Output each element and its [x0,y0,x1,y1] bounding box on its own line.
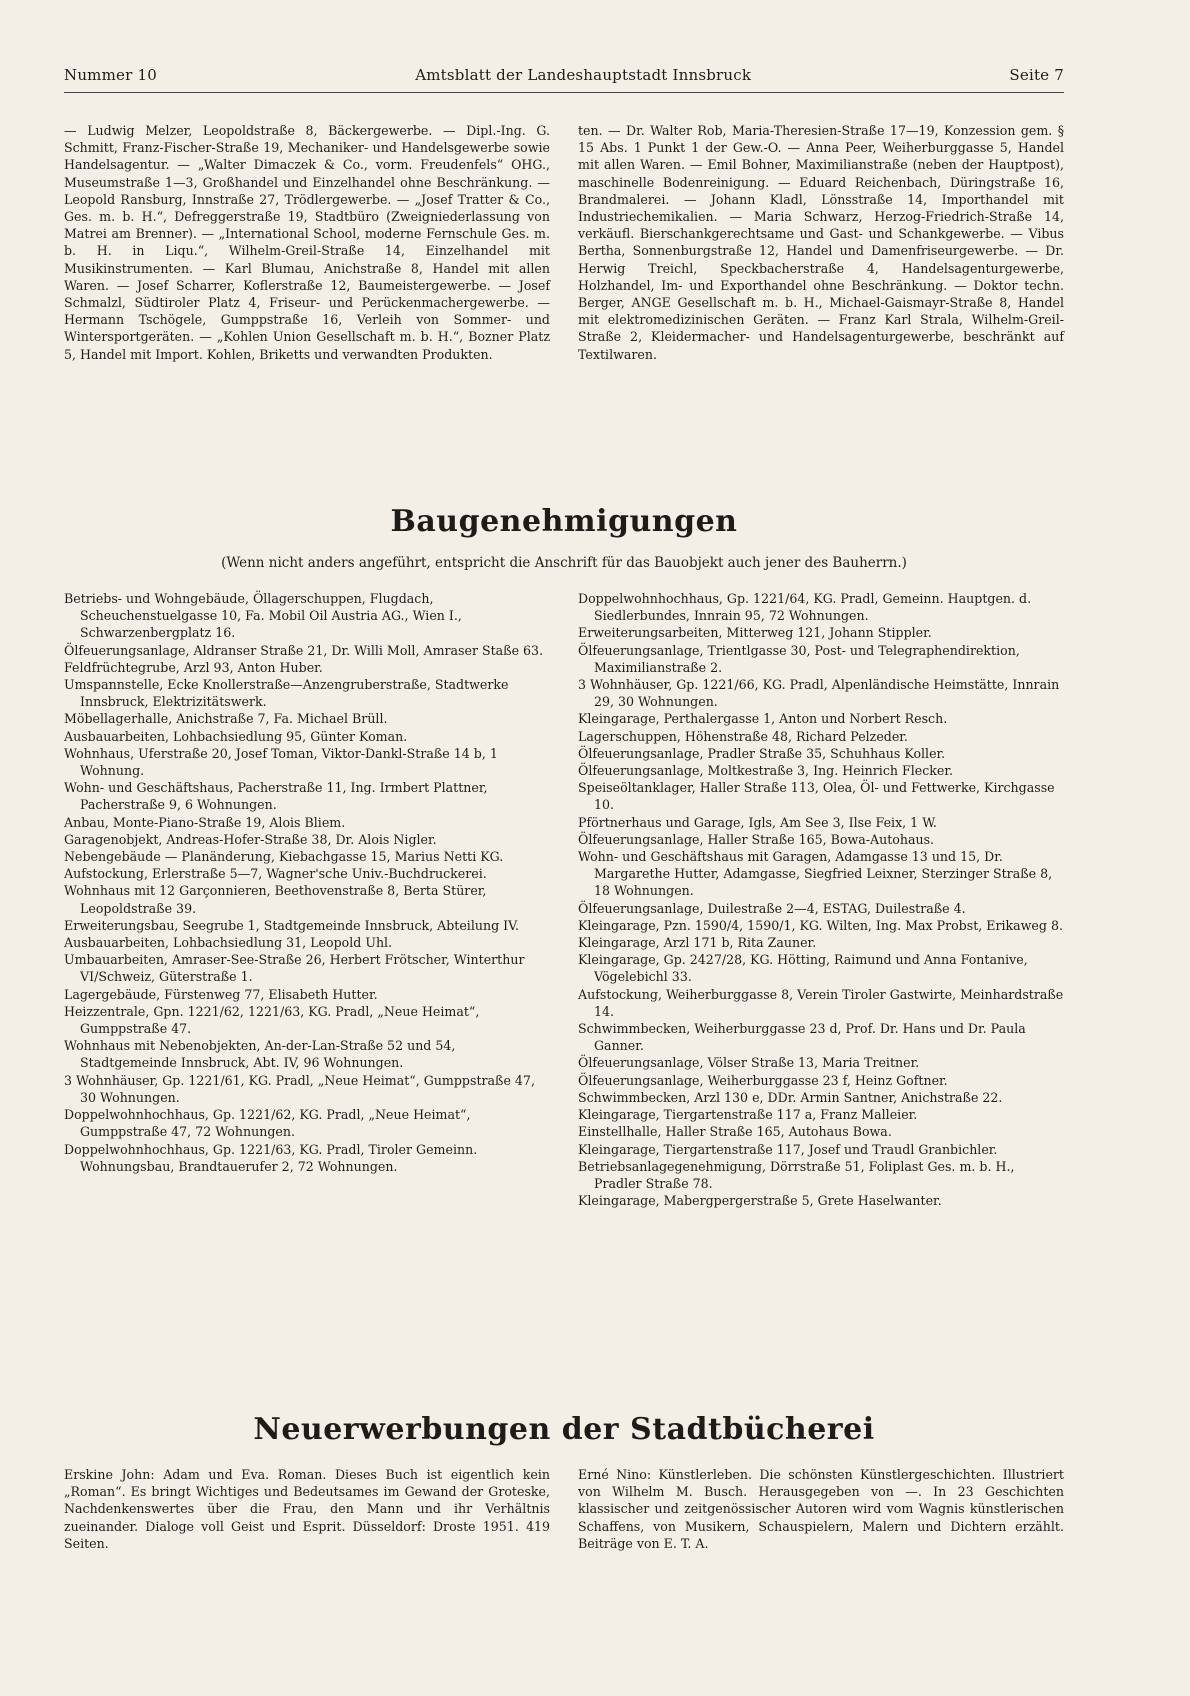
header-rule [64,92,1064,93]
bau-right-column [578,590,1064,1209]
list-item: Betriebsanlagegenehmigung, Dörrstraße 51, Foliplast Ges. m. b. H., Pradler Straße 78. [578,1158,1015,1191]
list-item: Erweiterungsbau, Seegrube 1, Stadtgemeinde Innsbruck, Abteilung IV. [64,917,520,933]
list-item: Garagenobjekt, Andreas-Hofer-Straße 38, Dr. Alois Nigler. [64,831,437,847]
list-item: Heizzentrale, Gpn. 1221/62, 1221/63, KG. Pradl, „Neue Heimat“, Gumppstraße 47. [64,1003,480,1037]
list-item: Wohn- und Geschäftshaus mit Garagen, Adamgasse 13 und 15, Dr. Margarethe Hutter, Adamgasse, Siegfried Leixner, Sterzinger Straße 8, 18 Wohnungen. [578,849,1053,899]
list-item: Wohn- und Geschäftshaus, Pacherstraße 11, Ing. Irmbert Plattner, Pacherstraße 9, 6 Wohnungen. [64,780,488,813]
list-item: Kleingarage, Pzn. 1590/4, 1590/1, KG. Wilten, Ing. Max Probst, Erikaweg 8. [578,917,1063,933]
list-item: Kleingarage, Gp. 2427/28, KG. Hötting, Raimund und Anna Fontanive, Vögelebichl 33. [578,952,1028,985]
list-item: Speiseöltanklager, Haller Straße 113, Olea, Öl- und Fettwerke, Kirchgasse 10. [578,780,1055,813]
list-item: Doppelwohnhochhaus, Gp. 1221/64, KG. Pradl, Gemeinn. Hauptgen. d. Siedlerbundes, Innrain 95, 72 Wohnungen. [578,591,1032,624]
list-item: Wohnhaus mit 12 Garçonnieren, Beethovenstraße 8, Berta Stürer, Leopoldstraße 39. [64,883,487,916]
page-header [64,66,1064,84]
buch-left-column [64,1466,550,1552]
buch-right-column [578,1466,1064,1552]
list-item: Wohnhaus mit Nebenobjekten, An-der-Lan-Straße 52 und 54, Stadtgemeinde Innsbruck, Abt. IV, 96 Wohnungen. [64,1038,456,1071]
list-item: Kleingarage, Arzl 171 b, Rita Zauner. [578,935,817,951]
book-entry: Erné Nino: Künstlerleben. Die schönsten Künstlergeschichten. Illustriert von Wilhelm M. Busch. Herausgegeben von —. In 23 Geschichten klassischer und zeitgenössischer Autoren wird vom Wagnis künstlerischen Schaffens, von Musikern, Schauspielern, Malern und Dichtern erzählt. Beiträge von E. T. A. [578,1467,1064,1551]
list-item: Betriebs- und Wohngebäude, Öllagerschuppen, Flugdach, Scheuchenstuelgasse 10, Fa. Mobil Oil Austria AG., Wien I., Schwarzenbergplatz 16. [64,591,462,641]
list-item: Umspannstelle, Ecke Knollerstraße—Anzengruberstraße, Stadtwerke Innsbruck, Elektrizitätswerk. [64,677,509,710]
intro-left-text: — Ludwig Melzer, Leopoldstraße 8, Bäckergewerbe. — Dipl.-Ing. G. Schmitt, Franz-Fischer-Straße 19, Mechaniker- und Handelsgewerbe sowie Handelsagentur. — „Walter Dimaczek & Co., vorm. Freudenfels“ OHG., Museumstraße 1—3, Großhandel und Einzelhandel ohne Beschränkung. — Leopold Ransburg, Innstraße 27, Trödlergewerbe. — „Josef Tratter & Co., Ges. m. b. H.“, Defreggerstraße 19, Stadtbüro (Zweigniederlassung von Matrei am Brenner). — „International School, moderne Fernschule Ges. m. b. H. in Liqu.“, Wilhelm-Greil-Straße 14, Einzelhandel mit Musikinstrumenten. — Karl Blumau, Anichstraße 8, Handel mit allen Waren. — Josef Scharrer, Koflerstraße 12, Baumeistergewerbe. — Josef Schmalzl, Südtiroler Platz 4, Friseur- und Perückenmachergewerbe. — Hermann Tschögele, Gumppstraße 16, Verleih von Sommer- und Wintersportgeräten. — „Kohlen Union Gesellschaft m. b. H.“, Bozner Platz 5, Handel mit Import. Kohlen, Briketts und verwandten Produkten. [64,123,550,362]
intro-right-column [578,122,1064,363]
list-item: Ölfeuerungsanlage, Haller Straße 165, Bowa-Autohaus. [578,831,935,847]
book-entry: Erskine John: Adam und Eva. Roman. Dieses Buch ist eigentlich kein „Roman“. Es bringt Wichtiges und Bedeutsames im Gewand der Groteske, Nachdenkenswertes über die Frau, den Mann und ihr Verhältnis zueinander. Dialoge voll Geist und Esprit. Düsseldorf: Droste 1951. 419 Seiten. [64,1467,550,1551]
intro-right-text: ten. — Dr. Walter Rob, Maria-Theresien-Straße 17—19, Konzession gem. § 15 Abs. 1 Punkt 1 der Gew.-O. — Anna Peer, Weiherburggasse 5, Handel mit allen Waren. — Emil Bohner, Maximilianstraße (neben der Hauptpost), maschinelle Bodenreinigung. — Eduard Reichenbach, Düringstraße 16, Brandmalerei. — Johann Kladl, Lönsstraße 14, Importhandel mit Industriechemikalien. — Maria Schwarz, Herzog-Friedrich-Straße 14, verkäufl. Bierschankgerechtsame und Gast- und Schankgewerbe. — Vibus Bertha, Sonnenburgstraße 12, Handel und Damenfriseurgewerbe. — Dr. Herwig Treichl, Speckbacherstraße 4, Handelsagenturgewerbe, Holzhandel, Im- und Exporthandel ohne Beschränkung. — Doktor techn. Berger, ANGE Gesellschaft m. b. H., Michael-Gaismayr-Straße 8, Handel mit elektromedizinischen Geräten. — Franz Karl Strala, Wilhelm-Greil-Straße 2, Kleidermacher- und Handelsagenturgewerbe, beschränkt auf Textilwaren. [578,123,1064,362]
section-subtitle-baugenehmigungen: (Wenn nicht anders angeführt, entspricht die Anschrift für das Bauobjekt auch jener des Bauherrn.) [221,555,907,571]
list-item: Lagerschuppen, Höhenstraße 48, Richard Pelzeder. [578,728,908,744]
list-item: Erweiterungsarbeiten, Mitterweg 121, Johann Stippler. [578,625,932,641]
list-item: Möbellagerhalle, Anichstraße 7, Fa. Michael Brüll. [64,711,388,727]
list-item: Ölfeuerungsanlage, Pradler Straße 35, Schuhhaus Koller. [578,745,946,761]
list-item: 3 Wohnhäuser, Gp. 1221/61, KG. Pradl, „Neue Heimat“, Gumppstraße 47, 30 Wohnungen. [64,1072,535,1105]
list-item: Kleingarage, Perthalergasse 1, Anton und Norbert Resch. [578,711,948,727]
list-item: Feldfrüchtegrube, Arzl 93, Anton Huber. [64,659,323,675]
list-item: Aufstockung, Erlerstraße 5—7, Wagner'sche Univ.-Buchdruckerei. [64,866,487,882]
list-item: Umbauarbeiten, Amraser-See-Straße 26, Herbert Frötscher, Winterthur VI/Schweiz, Güterstraße 1. [64,952,525,985]
list-item: Ausbauarbeiten, Lohbachsiedlung 95, Günter Koman. [64,728,408,744]
list-item: 3 Wohnhäuser, Gp. 1221/66, KG. Pradl, Alpenländische Heimstätte, Innrain 29, 30 Wohnungen. [578,677,1060,710]
list-item: Aufstockung, Weiherburggasse 8, Verein Tiroler Gastwirte, Meinhardstraße 14. [578,986,1064,1019]
list-item: Ölfeuerungsanlage, Weiherburggasse 23 f, Heinz Goftner. [578,1072,948,1088]
publication-title: Amtsblatt der Landeshauptstadt Innsbruck [415,66,752,84]
page-number: Seite 7 [1009,66,1064,84]
list-item: Nebengebäude — Planänderung, Kiebachgasse 15, Marius Netti KG. [64,849,504,865]
list-item: Ölfeuerungsanlage, Moltkestraße 3, Ing. Heinrich Flecker. [578,763,954,779]
list-item: Kleingarage, Tiergartenstraße 117, Josef und Traudl Granbichler. [578,1141,998,1157]
list-item: Pförtnerhaus und Garage, Igls, Am See 3, Ilse Feix, 1 W. [578,814,937,830]
list-item: Wohnhaus, Uferstraße 20, Josef Toman, Viktor-Dankl-Straße 14 b, 1 Wohnung. [64,745,498,779]
list-item: Ausbauarbeiten, Lohbachsiedlung 31, Leopold Uhl. [64,935,393,951]
intro-left-column [64,122,550,363]
list-item: Schwimmbecken, Arzl 130 e, DDr. Armin Santner, Anichstraße 22. [578,1089,1003,1105]
list-item: Doppelwohnhochhaus, Gp. 1221/62, KG. Pradl, „Neue Heimat“, Gumppstraße 47, 72 Wohnungen. [64,1107,471,1140]
issue-number: Nummer 10 [64,66,157,84]
list-item: Ölfeuerungsanlage, Trientlgasse 30, Post- und Telegraphendirektion, Maximilianstraße 2. [578,642,1020,675]
list-item: Anbau, Monte-Piano-Straße 19, Alois Bliem. [64,814,346,830]
list-item: Lagergebäude, Fürstenweg 77, Elisabeth Hutter. [64,986,378,1002]
section-title-baugenehmigungen: Baugenehmigungen [390,504,738,539]
list-item: Kleingarage, Mabergpergerstraße 5, Grete Haselwanter. [578,1193,942,1209]
list-item: Ölfeuerungsanlage, Völser Straße 13, Maria Treitner. [578,1055,920,1071]
list-item: Doppelwohnhochhaus, Gp. 1221/63, KG. Pradl, Tiroler Gemeinn. Wohnungsbau, Brandtauerufer 2, 72 Wohnungen. [64,1141,478,1174]
list-item: Ölfeuerungsanlage, Aldranser Straße 21, Dr. Willi Moll, Amraser Staße 63. [64,642,544,658]
list-item: Schwimmbecken, Weiherburggasse 23 d, Prof. Dr. Hans und Dr. Paula Ganner. [578,1021,1026,1054]
section-title-neuerwerbungen: Neuerwerbungen der Stadtbücherei [253,1412,875,1447]
list-item: Kleingarage, Tiergartenstraße 117 a, Franz Malleier. [578,1107,918,1123]
list-item: Ölfeuerungsanlage, Duilestraße 2—4, ESTAG, Duilestraße 4. [578,900,966,916]
bau-left-column [64,590,550,1175]
list-item: Einstellhalle, Haller Straße 165, Autohaus Bowa. [578,1124,892,1140]
